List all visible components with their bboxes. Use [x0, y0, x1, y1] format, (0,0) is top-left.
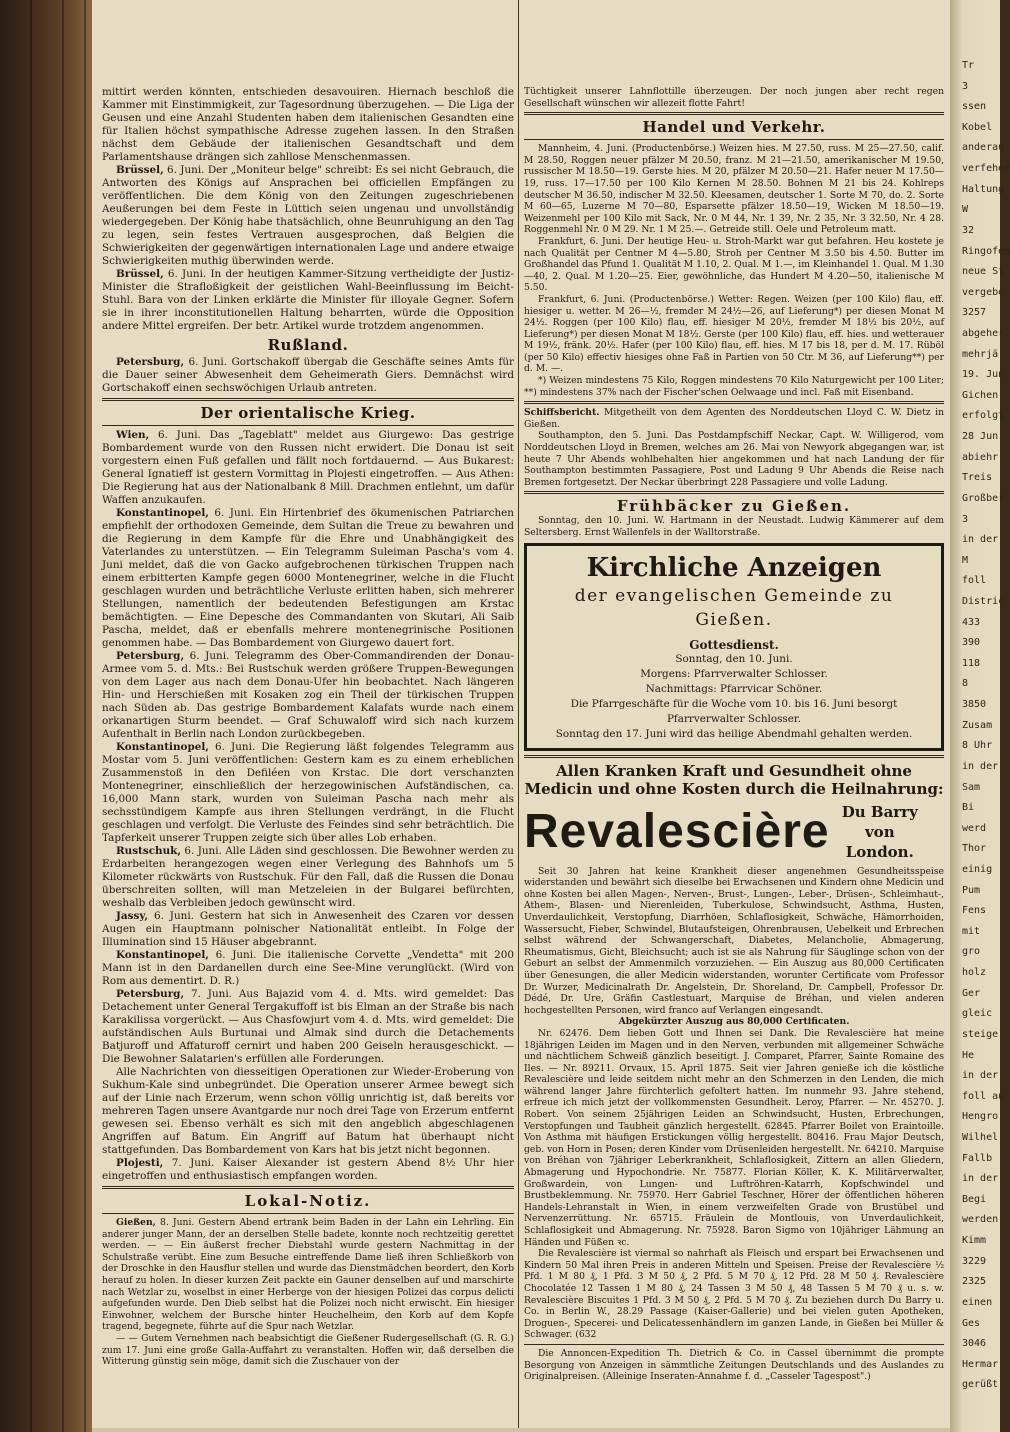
ad-body: Seit 30 Jahren hat keine Krankheit dieser angenehmen Gesundheitsspeise widerstanden und bewährt sich dieselbe bei Erwachsenen und Kindern ohne Medicin und ohne Kosten bei allen Magen-, Nerven-, Brust-, Lungen-, Leber-, Drüsen-, Schleimhaut-, Athem-, Blasen- und Nierenleiden, Tuberkulose, Schwindsucht, Asthma, Husten, Unverdaulichkeit, Verstopfung, Diarrhöen, Schlaflosigkeit, Schwäche, Hämorrhoiden, Wassersucht, Fieber, Schwindel, Blutaufsteigen, Ohrenbrausen, Uebelkeit und Erbrechen selbst während der Schwangerschaft, Diabetes, Melancholie, Abmagerung, Rheumatismus, Gicht, Bleichsucht; auch ist sie als Nahrung für Säuglinge schon von der Geburt an selbst der Ammenmilch vorzuziehen. — Ein Auszug aus 80,000 Certificaten über Genesungen, die aller Medicin widerstanden, worunter Certificate vom Professor Dr. Wurzer, Medicinalrath Dr. Angelstein, Dr. Shoreland, Dr. Campbell, Professor Dr. Dédé, Dr. Ure, Gräfin Castlestuart, Marquise de Bréhan, und vielen anderen hochgestellten Personen, wird franco auf Verlangen eingesandt. [524, 865, 944, 1016]
article-rudergesellschaft: — — Gutem Vernehmen nach beabsichtigt die Gießener Rudergesellschaft (G. R. G.) zum 17. Juni eine große Galla-Auffahrt zu veranstalten. Hoffen wir, daß derselben die Witterung günstig sein möge, damit sich die Zuschauer von der [102, 1332, 514, 1368]
adjacent-page-fragment: Gichen [962, 389, 999, 401]
section-heading-krieg: Der orientalische Krieg. [200, 404, 416, 422]
article-lahnflottille: Tüchtigkeit unserer Lahnflottille überzeugen. Der noch jungen aber recht regen Gesellschaft wünschen wir allezeit flotte Fahrt! [524, 86, 944, 109]
divider [524, 491, 944, 494]
dateline: Konstantinopel, [116, 949, 209, 961]
article-body: 6. Juni. Gestern hat sich in Anwesenheit des Czaren vor dessen Augen ein Hauptmann polnischer Nationalität entleibt. In Folge der Illumination sind 15 Häuser abgebrannt. [102, 910, 515, 948]
divider [524, 1344, 944, 1345]
adjacent-page-fragment: werden [962, 1214, 999, 1226]
article-body: 6. Juni. Die Regierung läßt folgendes Telegramm aus Mostar vom 5. Juni veröffentlichen: Gestern kam es zu einem erheblichen Zusammenstoß in den Defiléen von Krstac. Die dort verschanzten Montenegriner, einschließlich der herzegowinischen Aufständischen, ca. 16,000 Mann stark, wurden von Suleiman Pascha nach mehr als sechsstündigem Kampfe aus ihren Stellungen verdrängt, in die Flucht geschlagen und verfolgt. Die Verluste des Feindes sind sehr beträchtlich. Die Tapferkeit unserer Truppen zeigte sich über alles Lob erhaben. [102, 741, 514, 844]
column-divider [518, 0, 519, 1432]
adjacent-page-fragment: 433 [962, 616, 981, 628]
section-heading-handel: Handel und Verkehr. [642, 118, 826, 137]
adjacent-page-fragment: erfolgt [962, 410, 1005, 422]
church-line: Sonntag, den 10. Juni. [675, 652, 793, 665]
dateline: Petersburg, [116, 650, 185, 662]
dateline: Konstantinopel, [116, 741, 209, 753]
article-body: 6. Juni. Ein Hirtenbrief des ökumenischen Patriarchen empfiehlt der orthodoxen Gemeinde, dem Sultan die Treue zu bewahren und die Regierung in dem Kampfe für die Ehre und Unabhängigkeit des Vaterlandes zu unterstützen. — Ein Telegramm Suleiman Pascha's vom 4. Juni meldet, daß die von Gacko aufgebrochenen türkischen Truppen nach einem erbitterten Kampfe gegen 6000 Montenegriner, welche in die Flucht geschlagen wurden und beträchtliche Verluste erlitten haben, sich mehrerer Stellungen, namentlich der bedeutenden Befestigungen am Krstac bemächtigten. — Eine Depesche des Commandanten von Skutari, Ali Saib Pascha, meldet, daß er ebenfalls mehrere montenegrinische Positionen genommen habe. — Das Bombardement von Giurgewo dauert fort. [102, 507, 514, 649]
left-column [102, 0, 514, 1428]
adjacent-page-fragment: steige [962, 1028, 999, 1040]
section-heading-fruhbacker: Frühbäcker zu Gießen. [616, 497, 852, 516]
adjacent-page-fragment: gleic [962, 1008, 993, 1020]
article-body: 6. Juni. Das „Tageblatt" meldet aus Giurgewo: Das gestrige Bombardement wurde von den Russen nicht erwidert. Die Donau ist seit vorgestern einen Fuß gefallen und fällt noch fortdauernd. — Aus Bukarest: General Ignatieff ist gestern Vormittag in Plojesti eingetroffen. — Aus Athen: Die Regierung hat aus der Nationalbank 8 Mill. Drachmen entlehnt, um dafür Waffen anzukaufen. [102, 429, 514, 506]
ad-brand-city: von London. [845, 822, 914, 861]
ad-testimonials: Nr. 62476. Dem lieben Gott und Ihnen sei Dank. Die Revalescière hat meine 18jährigen Leiden im Magen und in den Nerven, verbunden mit allgemeiner Schwäche und nächtlichem Schweiß gänzlich beseitigt. J. Comparet, Pfarrer, Sainte Romaine des Iles. — Nr. 89211. Orvaux, 15. April 1875. Seit vier Jahren genieße ich die köstliche Revalescière und leide seitdem nicht mehr an den Schmerzen in den Lenden, die mich während langer Jahre fürchterlich gefoltert hatten. Im nunmehr 93. Jahre stehend, erfreue ich mich jetzt der vollkommensten Gesundheit. Leroy, Pfarrer. — Nr. 45270. J. Robert. Von seinem 25jährigen Leiden an Schwindsucht, Husten, Erbrechungen, Verstopfungen und Taubheit gänzlich hergestellt. 62845. Pfarrer Boilet von Eraintoille. Von Asthma mit häufigen Erstickungen völlig hergestellt. 80416. Frau Major Deutsch, geb. von Horn in Posen; deren Kinder vom Drüsenleiden hergestellt. Nr. 64210. Marquise von Bréhan von 7jähriger Leberkrankheit, Schlaflosigkeit, Zittern an allen Gliedern, Abmagerung und Hypochondrie. Nr. 75877. Florian Köller, K. K. Militärverwalter, Großwardein, von Lungen- und Luftröhren-Katarrh, Kopfschwindel und Brustbeklemmung. Nr. 75970. Herr Gabriel Teschner, Hörer der öffentlichen höheren Handels-Lehranstalt in Wien, in einem verzweifelten Grade von Brustübel und Nervenzerrüttung. Nr. 65715. Fräulein de Montlouis, von Unverdaulichkeit, Schlaflosigkeit und Abmagerung. Nr. 75928. Baron Sigmo von 10jähriger Lähmung an Händen und Füßen ꝛc. [524, 1027, 944, 1248]
article-giessen [102, 1217, 514, 1333]
adjacent-page-fragment: He [962, 1049, 975, 1061]
divider [102, 425, 514, 426]
ad-brand-name: Revalescière [524, 805, 830, 859]
adjacent-page-fragment: Begi [962, 1193, 987, 1205]
adjacent-page-fragment: Fallb [962, 1152, 993, 1164]
adjacent-page-fragment: W [962, 204, 969, 216]
adjacent-page-fragment: 8 Uhr [962, 740, 993, 752]
adjacent-page-fragment: ssen [962, 101, 987, 113]
adjacent-page-fragment: mit [962, 925, 981, 937]
dateline: Brüssel, [116, 164, 164, 176]
ad-certificates-heading: Abgekürzter Auszug aus 80,000 Certificaten. [618, 1016, 850, 1028]
adjacent-page-fragment: anderau [962, 142, 1005, 154]
article-petersburg-1 [102, 356, 514, 395]
dateline: Petersburg, [116, 988, 185, 1000]
market-frankfurt-1: Frankfurt, 6. Juni. Der heutige Heu- u. Stroh-Markt war gut befahren. Heu kostete je nach Qualität per Centner M 4—5.80, Stroh per Centner M 3.50 bis 4.50. Butter im Großhandel das Pfund 1. Qualität M 1.10, 2. Qual. M 1.—, im Kleinhandel 1. Qual. M 1.30—40, 2. Qual. M 1.20—25. Eier, gewöhnliche, das Hundert M 4.20—50, italienische M 5.50. [524, 235, 944, 294]
divider [102, 1186, 514, 1189]
shipping-southampton: Southampton, den 5. Juni. Das Postdampfschiff Neckar, Capt. W. Willigerod, vom Norddeutschen Lloyd in Bremen, welches am 26. Mai von Newyork abgegangen war, ist heute 7 Uhr Abends wohlbehalten hier angekommen und hat nach Landung der für Southampton bestimmten Passagiere, Post und Ladung 9 Uhr Abends die Reise nach Bremen fortgesetzt. Der Neckar überbringt 228 Passagiere und volle Ladung. [524, 430, 944, 488]
article-body: 6. Juni. In der heutigen Kammer-Sitzung vertheidigte der Justiz-Minister die Strafloßigkeit der geistlichen Wahl-Beeinflussung im Beicht-Stuhl. Bara von der Linken erklärte die Minister für illoyale Gegner. Sofern sie in ihrer inconstitutionellen Haltung beharrten, würde die Opposition andere Mittel ergreifen. Der betr. Artikel wurde trotzdem angenommen. [102, 268, 514, 332]
adjacent-page-fragment: neue St [962, 266, 1005, 278]
market-mannheim: Mannheim, 4. Juni. (Productenbörse.) Weizen hies. M 27.50, russ. M 25—27.50, calif. M 28.50, Roggen neuer pfälzer M 20.50, franz. M 21—21.50, amerikanischer M 19.50, russischer M 18.50—19. Gerste hies. M 20, pfälzer M 20.50—21. Hafer neuer M 17.50—19, russ. 17—17.50 per 100 Kilo Kernen M 28.50. Bohnen M 21 bis 24. Kohlreps deutscher M 36.50, indischer M 32.50. Kleesamen, deutscher 1. Sorte M 70, do. 2. Sorte M 60—65, Luzerne M 70—80, Esparsette pfälzer 18.50—19, Wicken M 18.50—19. Weizenmehl per 100 Kilo mit Sack, Nr. 0 M 44, Nr. 1 39, Nr. 2 35, Nr. 3 32.50, Nr. 4 28. Roggenmehl Nr. 0 M 29. Nr. 1 M 25.—. Getreide still. Oele und Petroleum matt. [524, 143, 944, 236]
adjacent-page-fragment: vergebe [962, 286, 1005, 298]
adjacent-page-fragment: Fens [962, 905, 987, 917]
adjacent-page-fragment: Treis [962, 472, 993, 484]
adjacent-page-fragment: Sam [962, 781, 981, 793]
adjacent-page-fragment: Tr [962, 60, 975, 71]
adjacent-page-fragment: 3046 [962, 1338, 987, 1350]
adjacent-page-fragment: 3 [962, 513, 969, 525]
newspaper-page [92, 0, 950, 1432]
church-line: Die Pfarrgeschäfte für die Woche vom 10. bis 16. Juni besorgt [570, 697, 898, 710]
adjacent-page-fragment: in der [962, 1070, 999, 1082]
adjacent-page-fragment: Thor [962, 843, 987, 855]
article-jassy [102, 910, 514, 949]
dateline: Konstantinopel, [116, 507, 209, 519]
adjacent-page-fragment: Distric [962, 596, 1005, 607]
ad-headline: Allen Kranken Kraft und Gesundheit ohne Medicin und ohne Kosten durch die Heilnahrung: [524, 761, 944, 798]
adjacent-page-fragment: 19. Jun [962, 369, 1005, 381]
article-petersburg-2 [102, 650, 514, 741]
adjacent-page-fragment: Ger [962, 987, 981, 999]
adjacent-page-fragment: 3 [962, 80, 969, 92]
adjacent-page-fragment: Pum [962, 884, 981, 896]
adjacent-page-fragment: gro [962, 946, 981, 958]
article-intro: mittirt werden könnten, entschieden desavouiren. Hiernach beschloß die Kammer mit Einstimmigkeit, zur Tagesordnung überzugehen. — Die Liga der Geusen und eine Anzahl Studenten haben dem italienischen Gesandten eine für Italien höchst sympathische Adresse zugehen lassen. In den Straßen nächst dem Gebäude der italienischen Gesandtschaft und dem Parlamentshause drängen sich zahllose Menschenmassen. [102, 86, 514, 163]
adjacent-page-fragment: 8 [962, 678, 969, 690]
ad-prices: Die Revalescière ist viermal so nahrhaft als Fleisch und erspart bei Erwachsenen und Kindern 50 Mal ihren Preis in anderen Mitteln und Speisen. Preise der Revalescière ½ Pfd. 1 M 80 ₰, 1 Pfd. 3 M 50 ₰, 2 Pfd. 5 M 70 ₰, 12 Pfd. 28 M 50 ₰. Revalescière Chocolatée 12 Tassen 1 M 80 ₰, 24 Tassen 3 M 50 ₰, 48 Tassen 5 M 70 ₰ u. s. w. Revalescière Biscuites 1 Pfd. 3 M 50 ₰, 2 Pfd. 5 M 70 ₰. Zu beziehen durch Du Barry u. Co. in Berlin W., 28.29 Passage (Kaiser-Gallerie) und bei vielen guten Apotheken, Droguen-, Specerei- und Delicatessenhändlern im ganzen Lande, in Gießen bei Müller & Schwager. (632 [524, 1248, 944, 1341]
ad-brand-side [830, 802, 930, 862]
adjacent-page-fragment: 3257 [962, 307, 987, 319]
adjacent-page-fragment: einen [962, 1296, 993, 1308]
adjacent-page-fragment: M [962, 554, 969, 566]
article-konstantinopel-3 [102, 949, 514, 988]
article-body: 8. Juni. Gestern Abend ertrank beim Baden in der Lahn ein Lehrling. Ein anderer junger Mann, der an derselben Stelle badete, konnte noch rechtzeitig gerettet werden. — — Ein äußerst frecher Diebstahl wurde gestern Nachmittag in der Schulstraße verübt. Eine zum Besuche eintreffende Dame ließ ihren Schließkorb von der Droschke in den Hausflur stellen und wurde das Dienstmädchen beordert, den Korb herauf zu holen. In dieser kurzen Zeit packte ein Gauner denselben auf und marschirte nach Wetzlar zu, woselbst in einer Herberge von der hiesigen Polizei das corpus delicti aufgefunden wurde. Den Dieb selbst hat die Polizei noch nicht erwischt. Ein hiesiger Einwohner, welchem der Bursche hinter Heuchelheim, den Korb auf dem Kopfe tragend, begegnete, führte auf die Spur nach Wetzlar. [102, 1217, 515, 1333]
market-frankfurt-2: Frankfurt, 6. Juni. (Productenbörse.) Wetter: Regen. Weizen (per 100 Kilo) flau, eff. hiesiger u. wetter. M 26—½, fremder M 24½—26, auf Lieferung*) per diesen Monat M 24½. Roggen (per 100 Kilo) flau, eff. hiesiger M 20½, fremder M 18½ bis 20½, auf Lieferung*) per diesen Monat M 18½. Gerste (per 100 Kilo) flau, eff. hies. und wetterauer M 19½, fränk. 20½. Hafer (per 100 Kilo) flau, eff. hies. M 17 bis 18, per d. M. 17. Rüböl (per 50 Kilo) effectiv hiesiges ohne Faß in Partien von 50 Ctr. M 36, auf Lieferung**) per d. M. —. [524, 293, 944, 375]
adjacent-page-fragment: Kimm [962, 1235, 987, 1247]
adjacent-page-edge [950, 0, 1010, 1432]
adjacent-page-fragment: Hermar [962, 1358, 999, 1370]
dateline: Jassy, [116, 910, 149, 922]
article-brussel-2 [102, 268, 514, 333]
dateline: Rustschuk, [116, 845, 181, 857]
article-plojesti [102, 1157, 514, 1183]
article-konstantinopel-2 [102, 741, 514, 845]
adjacent-page-fragment: in der [962, 760, 999, 772]
article-alle-nachrichten: Alle Nachrichten von diesseitigen Operationen zur Wieder-Eroberung von Sukhum-Kale sind unbegründet. Die Operation unserer Armee bewegt sich auf der Linie nach Erzerum, wenn schon völlig unrichtig ist, daß bereits vor mehreren Tagen unsere Avantgarde nur noch drei Tage von Erzerum entfernt gewesen sei. Ebenso verhält es sich mit den angeblich abgeschlagenen Angriffen auf Batum. Ein Angriff auf Batum hat überhaupt nicht stattgefunden. Das Bombardement von Kars hat bis jetzt nicht begonnen. [102, 1066, 514, 1156]
adjacent-page-fragment: 3850 [962, 699, 987, 711]
adjacent-page-fragment: Ringofen [962, 245, 1010, 257]
adjacent-page-fragment: holz [962, 967, 987, 979]
article-body: 6. Juni. Die italienische Corvette „Vendetta" mit 200 Mann ist in den Dardanellen durch eine See-Mine verunglückt. (Wird von Rom aus dementirt. D. R.) [102, 949, 514, 987]
ad-brand [524, 802, 944, 862]
book-binding [0, 0, 92, 1432]
adjacent-page-fragment: abgeher [962, 328, 1005, 339]
adjacent-page-fragment: in der [962, 534, 999, 546]
adjacent-page-fragment: werd [962, 822, 987, 834]
adjacent-page-fragment: gerüßt [962, 1379, 999, 1391]
article-body: 7. Juni. Kaiser Alexander ist gestern Abend 8½ Uhr hier eingetroffen und enthusiastisch empfangen worden. [102, 1157, 515, 1182]
article-body: 6. Juni. Alle Läden sind geschlossen. Die Bewohner werden zu Erdarbeiten herangezogen wegen einer Verlegung des Bahnhofs um 5 Kilometer rückwärts von Rustschuk. Für den Fall, daß die Russen die Donau überschreiten sollten, will man Metzeleien in der Bulgarei befürchten, weshalb das Verbleiben jedoch gewünscht wird. [102, 845, 514, 909]
adjacent-page-fragment: abiehr [962, 451, 999, 463]
adjacent-page-fragment: Großber [962, 492, 1005, 504]
church-notice [524, 543, 944, 751]
shipping-intro: Mitgetheilt von dem Agenten des Norddeutschen Lloyd C. W. Dietz in Gießen. [524, 407, 944, 430]
fruhbacker-list: Sonntag, den 10. Juni. W. Hartmann in der Neustadt. Ludwig Kämmerer auf dem Seltersberg. Ernst Wallenfels in der Walltorstraße. [524, 515, 944, 538]
divider [102, 1213, 514, 1214]
article-wien [102, 429, 514, 507]
article-konstantinopel-1 [102, 507, 514, 650]
divider [524, 139, 944, 140]
article-rustschuk [102, 845, 514, 910]
church-line: Morgens: Pfarrverwalter Schlosser. [640, 667, 828, 680]
church-line: Nachmittags: Pfarrvicar Schöner. [645, 682, 823, 695]
article-body: 6. Juni. Telegramm des Ober-Commandirenden der Donau-Armee vom 5. d. Mts.: Bei Rustschuk werden größere Truppen-Bewegungen von dem Lager aus nach dem Donau-Ufer hin beobachtet. Nach längeren Hin- und Herschießen mit Kosaken zog ein Theil der türkischen Truppen nach Süden ab. Das gestrige Bombardement Kalafats wurde nach einem orkanartigen Sturm beendet. — Graf Schuwaloff wird sich nach kurzem Aufenthalt in Berlin nach London zurückbegeben. [102, 650, 514, 740]
church-line: Pfarrverwalter Schlosser. [666, 712, 802, 725]
divider [524, 112, 944, 115]
adjacent-page-fragment: Bi [962, 802, 975, 814]
adjacent-page-fragment: Kobel [962, 121, 993, 133]
divider [524, 755, 944, 758]
page-bottom-edge [92, 1428, 950, 1432]
adjacent-page-fragment: mehrjä [962, 348, 999, 360]
dateline: Petersburg, [116, 356, 185, 368]
divider [102, 398, 514, 401]
section-heading-schiff: Schiffsbericht. [524, 407, 600, 419]
adjacent-page-fragment: Zusam [962, 719, 993, 731]
adjacent-page-fragment: 28 Jun [962, 431, 999, 443]
dateline: Gießen, [116, 1217, 156, 1228]
market-footnote: *) Weizen mindestens 75 Kilo, Roggen mindestens 70 Kilo Naturgewicht per 100 Liter; **) mindestens 37% nach der Fischer'schen Oelwaage und incl. Faß mit Eisenband. [524, 375, 944, 398]
divider [524, 401, 944, 404]
shipping-report [524, 407, 944, 430]
dateline: Plojesti, [116, 1157, 164, 1169]
adjacent-page-fragment: 3229 [962, 1255, 987, 1267]
adjacent-page-fragment: 118 [962, 657, 981, 669]
article-body: 6. Juni. Der „Moniteur belge" schreibt: Es sei nicht Gebrauch, die Antworten des Königs auf Ansprachen bei officiellen Empfängen zu veröffentlichen. Die dem König von den Zeitungen zugeschriebenen Aeußerungen bei dem Feste in Lüttich seien ungenau und unvollständig wiedergegeben. Der König habe thatsächlich, ohne Beunruhigung an den Tag zu legen, sein festes Vertrauen ausgesprochen, daß Belgien die Schwierigkeiten der gegenwärtigen internationalen Lage und andere etwaige Schwierigkeiten muthig überwinden werde. [102, 164, 514, 267]
adjacent-page-fragment: Haltung [962, 183, 1005, 195]
adjacent-page-fragment: 2325 [962, 1276, 987, 1288]
adjacent-page-fragment: 32 [962, 224, 975, 236]
church-subtitle: der evangelischen Gemeinde zu Gießen. [574, 585, 894, 630]
dateline: Brüssel, [116, 268, 164, 280]
adjacent-page-fragment: Wilhel [962, 1132, 999, 1143]
article-petersburg-3 [102, 988, 514, 1066]
adjacent-page-fragment: verfeher [962, 163, 1010, 175]
church-service-heading: Gottesdienst. [689, 637, 779, 652]
article-body: 6. Juni. Gortschakoff übergab die Geschäfte seines Amts für die Dauer seiner Abwesenheit dem Geheimerath Giers. Demnächst wird Gortschakoff einen sechswöchigen Urlaub antreten. [102, 356, 514, 394]
adjacent-page-fragment: foll [962, 575, 987, 587]
church-title: Kirchliche Anzeigen [586, 552, 882, 583]
ad-dietrich: Die Annoncen-Expedition Th. Dietrich & Co. in Cassel übernimmt die prompte Besorgung von Anzeigen in sämmtliche Zeitungen Deutschlands und des Auslandes zu Originalpreisen. (Alleinige Inseraten-Annahme f. d. „Casseler Tagespost".) [524, 1347, 944, 1383]
adjacent-page-fragment: Ges [962, 1317, 981, 1329]
section-heading-russland: Rußland. [267, 336, 349, 354]
article-brussel-1 [102, 164, 514, 268]
section-heading-lokal: Lokal-Notiz. [244, 1192, 372, 1210]
adjacent-page-fragment: in der [962, 1173, 999, 1185]
dateline: Wien, [116, 429, 150, 441]
right-column [524, 0, 944, 1428]
adjacent-page-fragment: Hengro [962, 1111, 999, 1123]
church-line: Sonntag den 17. Juni wird das heilige Abendmahl gehalten werden. [555, 727, 913, 740]
adjacent-page-fragment: 390 [962, 637, 981, 649]
adjacent-page-fragment: einig [962, 864, 993, 875]
adjacent-page-fragment: foll au [962, 1090, 1005, 1102]
ad-brand-maker: Du Barry [841, 802, 918, 821]
article-body: 7. Juni. Aus Bajazid vom 4. d. Mts. wird gemeldet: Das Detachement unter General Tergakuffoff ist bis Elman an der Straße bis nach Karakilissa vorgerückt. — Aus Chasfowjurt vom 4. d. Mts. wird gemeldet: Die aufständischen Auls Burtunai und Almak sind durch die Detachements Batjuroff und Affaturoff cernirt und haben 200 Geiseln herausgeschickt. — Die Bewohner Salatarien's erfüllen alle Forderungen. [102, 988, 514, 1065]
